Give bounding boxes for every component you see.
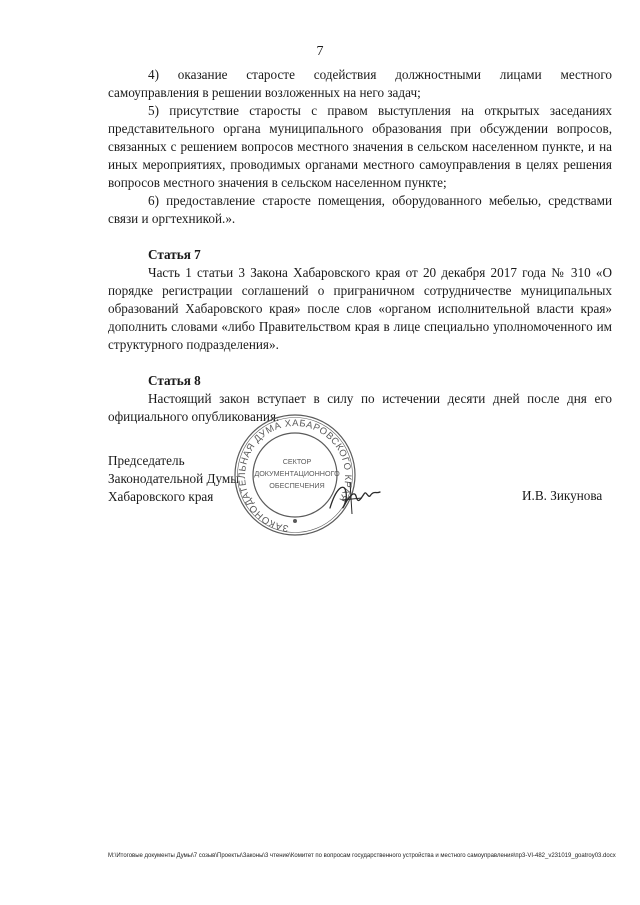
seal-dot-icon [293, 519, 297, 523]
seal-center-line-3: ОБЕСПЕЧЕНИЯ [269, 481, 325, 490]
article-8-heading: Статья 8 [148, 373, 201, 388]
list-item-5: 5) присутствие старосты с правом выступления на открытых заседаниях представительного органа муниципального образования при обсуждении вопросов, связанных с решением вопросов местного значения в сельском населенном пункте, и на иных мероприятиях, проводимых органами местного самоуправления в целях решения вопросов местного значения в сельском населенном пункте; [108, 103, 612, 190]
list-item-6: 6) предоставление старосте помещения, оборудованного мебелью, средствами связи и оргтехникой.». [108, 193, 612, 226]
list-item-4: 4) оказание старосте содействия должностными лицами местного самоуправления в решении возложенных на него задач; [108, 67, 612, 100]
article-7-text: Часть 1 статьи 3 Закона Хабаровского края от 20 декабря 2017 года № 310 «О порядке регистрации соглашений о приграничном сотрудничестве муниципальных образований Хабаровского края» после слов «органом исполнительной власти края» дополнить словами «либо Правительством края в лице специально уполномоченного им структурного подразделения». [108, 265, 612, 352]
signer-title-line-3: Хабаровского края [108, 489, 214, 504]
document-body [108, 66, 612, 426]
signer-title-line-2: Законодательной Думы [108, 471, 240, 486]
handwritten-signature-icon [326, 478, 386, 518]
article-7-heading: Статья 7 [148, 247, 201, 262]
footer-file-path: M:\Итоговые документы Думы\7 созыв\Проекты\Законы\3 чтение\Комитет по вопросам государственного устройства и местного самоуправления\пр3-VI-482_v231019_goatroy03.docx [108, 853, 616, 859]
signer-name: И.В. Зикунова [522, 488, 603, 503]
page-number: 7 [316, 44, 324, 59]
signature-block [108, 452, 239, 506]
seal-center-line-1: СЕКТОР [282, 457, 312, 466]
official-seal-stamp [225, 412, 365, 538]
article-8-text: Настоящий закон вступает в силу по истечении десяти дней после дня его официального опубликования. [108, 391, 612, 424]
signer-title-line-1: Председатель [108, 453, 185, 468]
seal-center-line-2: ДОКУМЕНТАЦИОННОГО [254, 469, 340, 478]
seal-ring-text: ЗАКОНОДАТЕЛЬНАЯ ДУМА ХАБАРОВСКОГО КРАЯ [237, 417, 354, 534]
